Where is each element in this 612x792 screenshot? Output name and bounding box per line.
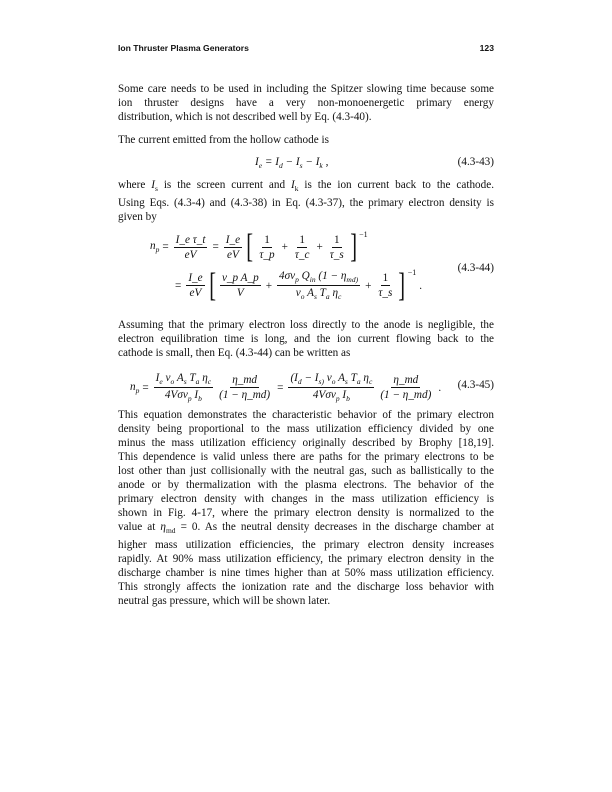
text-line: minus the mass utilization efficiency originally described by Brophy [18,19]. (118, 437, 494, 449)
equation-number: (4.3-43) (457, 156, 494, 168)
left-bracket: [ (208, 266, 216, 304)
text-line: distribution, which is not described well by Eq. (4.3-40). (118, 111, 372, 123)
equation-4-3-45 (130, 372, 444, 403)
numerator: η_md (393, 374, 419, 387)
text-line: density being proportional to the mass utilization efficiency divided by one (118, 423, 494, 435)
text-line: electron equilibration time is long, and the ion current flowing back to the (118, 333, 494, 345)
lhs: $n_p$ (130, 380, 140, 395)
text-line: rapidly. At 90% mass utilization efficiency, the primary electron density in the (118, 553, 494, 566)
equation-4-3-44-line2 (172, 266, 425, 304)
numerator: v_p A_p (221, 272, 259, 285)
fraction (376, 272, 394, 299)
denominator: $v_o$ $A_s$ $T_a$ $\eta_c$ (295, 287, 342, 302)
text-line: anode or by thermalization with the plasma electrons. The behavior of the (118, 479, 494, 491)
text-line: value at $\eta_{md} = 0$. As the neutral density decreases in the discharge chamber at (118, 521, 494, 536)
denominator: 4Vσv$_p$ $I_b$ (312, 389, 350, 404)
equals: = (175, 279, 182, 292)
text-line: shown in Fig. 4-17, where the primary electron density is normalized to the (118, 507, 494, 519)
lhs: $n_p$ (150, 239, 160, 255)
numerator: 1 (299, 233, 305, 246)
paragraph (118, 318, 494, 360)
text-line: This dependence is valid unless there are paths for the primary electrons to be (118, 451, 494, 463)
equation-4-3-43 (255, 156, 328, 170)
fraction (277, 270, 360, 301)
text-line: Some care needs to be used in including the Spitzer slowing time because some (118, 83, 494, 95)
denominator: τ_s (378, 287, 393, 300)
exponent: −1 (407, 268, 417, 277)
plus: + (281, 241, 288, 253)
text-line: lost other than just collisionally with the neutral gas, such as ballistically to the (118, 465, 494, 477)
fraction (186, 272, 204, 299)
paragraph (118, 178, 494, 224)
equation-expression: $I_e = I_d - I_s - I_k$ , (255, 156, 329, 171)
text-line: The current emitted from the hollow cathode is (118, 134, 329, 146)
text-line: primary electron density with changes in the mass utilization efficiency is (118, 493, 494, 505)
fraction (220, 272, 261, 299)
text-line: where $I_s$ is the screen current and $I_k$ is the ion current back to the cathode. (118, 179, 494, 194)
running-header-title: Ion Thruster Plasma Generators (118, 43, 249, 53)
text-line: This equation demonstrates the characteristic behavior of the primary electron (118, 409, 494, 421)
period: . (438, 381, 442, 394)
denominator: eV (189, 287, 202, 300)
equals: = (277, 381, 284, 394)
text-line: given by (118, 211, 157, 224)
text-line: Assuming that the primary electron loss directly to the anode is negligible, the (118, 319, 494, 331)
right-bracket: ] (350, 228, 357, 265)
numerator: ($I_d - I_{s)}$ $v_o$ $A_s$ $T_a$ $\eta_c$ (290, 372, 373, 387)
plus: + (316, 241, 323, 253)
text-line: neutral gas pressure, which will be shown later. (118, 595, 331, 608)
fraction (154, 372, 213, 403)
fraction (174, 234, 208, 261)
period: . (419, 279, 422, 292)
numerator: $I_e$ $v_o$ $A_s$ $T_a$ $\eta_c$ (155, 372, 212, 387)
text-line: This strongly affects the ionization rate and the discharge loss behavior with (118, 581, 494, 594)
fraction (293, 234, 312, 261)
numerator: $4\sigma v_p$ $Q_{in}$ ($1 - \eta_{md)}$ (279, 270, 359, 285)
denominator: eV (227, 248, 239, 261)
numerator: 1 (382, 272, 389, 285)
page-number: 123 (479, 43, 494, 53)
equation-number: (4.3-44) (457, 262, 494, 274)
numerator: 1 (264, 233, 270, 246)
text-line: discharge chamber is nine times higher than at 50% mass utilization efficiency. (118, 567, 494, 580)
equals: = (212, 241, 219, 253)
exponent: −1 (359, 230, 368, 239)
denominator: 4Vσv$_p$ $I_b$ (164, 389, 202, 404)
numerator: I_e (225, 233, 241, 246)
fraction (288, 372, 374, 403)
denominator: τ_p (259, 248, 275, 261)
paragraph (118, 408, 494, 608)
denominator: eV (184, 248, 197, 261)
equation-number: (4.3-45) (457, 379, 494, 391)
denominator: V (236, 287, 244, 300)
paragraph (118, 133, 494, 147)
fraction (378, 374, 433, 401)
text-line: higher mass utilization efficiencies, the primary electron density increases (118, 539, 494, 552)
fraction (328, 234, 346, 261)
denominator: (1 − η_md) (380, 389, 432, 402)
text-line: cathode is small, then Eq. (4.3-44) can be written as (118, 347, 351, 359)
plus: + (265, 279, 273, 292)
denominator: τ_c (294, 248, 310, 261)
fraction (217, 374, 272, 401)
right-bracket: ] (398, 266, 406, 304)
text-line: ion thruster designs have a very non-monoenergetic primary energy (118, 97, 494, 109)
left-bracket: [ (246, 228, 254, 265)
denominator: (1 − η_md) (219, 389, 271, 402)
plus: + (365, 279, 372, 292)
numerator: I_e τ_t (175, 233, 206, 246)
denominator: τ_s (329, 248, 344, 261)
numerator: 1 (333, 233, 340, 246)
text-line: Using Eqs. (4.3-4) and (4.3-38) in Eq. (4.3-37), the primary electron density is (118, 197, 494, 210)
paragraph (118, 82, 494, 124)
equals: = (162, 241, 169, 253)
fraction (224, 234, 242, 261)
equation-4-3-44-line1 (150, 228, 368, 265)
equals: = (142, 381, 149, 394)
numerator: η_md (232, 374, 258, 387)
numerator: I_e (188, 272, 203, 285)
fraction (257, 234, 276, 261)
